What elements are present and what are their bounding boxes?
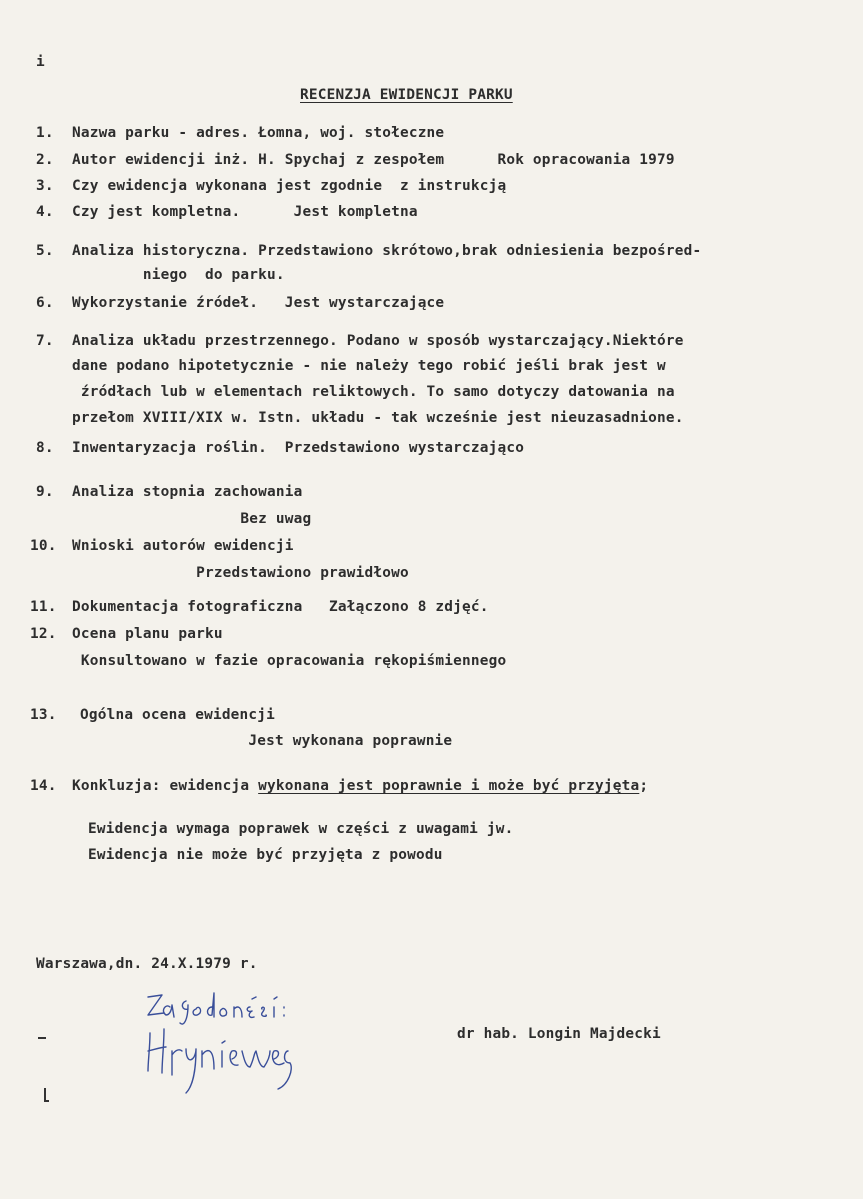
- document-title: RECENZJA EWIDENCJI PARKU: [300, 87, 513, 103]
- item-text: niego do parku.: [72, 267, 285, 283]
- item-number: 1.: [36, 125, 54, 141]
- item-text: Ogólna ocena ewidencji: [80, 707, 276, 723]
- item-text: Konsultowano w fazie opracowania rękopiśmiennego: [72, 653, 507, 669]
- item-number: 5.: [36, 243, 54, 259]
- item-text: Dokumentacja fotograficzna Załączono 8 zdjęć.: [72, 599, 489, 615]
- item-number: 10.: [30, 538, 57, 554]
- item-text: Inwentaryzacja roślin. Przedstawiono wystarczająco: [72, 440, 525, 456]
- conclusion-accepted: wykonana jest poprawnie i może być przyjęta: [258, 778, 640, 794]
- item-number: 6.: [36, 295, 54, 311]
- item-text: Analiza układu przestrzennego. Podano w sposób wystarczający.Niektóre: [72, 333, 684, 349]
- conclusion-suffix: ;: [639, 778, 649, 794]
- item-text: Wnioski autorów ewidencji: [72, 538, 294, 554]
- item-text: Bez uwag: [72, 511, 312, 527]
- page-marker: i: [36, 54, 45, 70]
- item-text: Ocena planu parku: [72, 626, 223, 642]
- place-date: Warszawa,dn. 24.X.1979 r.: [36, 956, 258, 972]
- item-number: 14.: [30, 778, 57, 794]
- item-text: Analiza stopnia zachowania: [72, 484, 303, 500]
- item-number: 8.: [36, 440, 54, 456]
- conclusion-prefix: Konkluzja: ewidencja: [72, 778, 259, 794]
- item-number: 7.: [36, 333, 54, 349]
- item-text: źródłach lub w elementach reliktowych. To samo dotyczy datowania na: [72, 384, 675, 400]
- item-text: Przedstawiono prawidłowo: [72, 565, 409, 581]
- conclusion-option: Ewidencja nie może być przyjęta z powodu: [88, 847, 443, 863]
- item-text: Nazwa parku - adres. Łomna, woj. stołeczne: [72, 125, 445, 141]
- item-number: 11.: [30, 599, 57, 615]
- conclusion-option: Ewidencja wymaga poprawek w części z uwagami jw.: [88, 821, 514, 837]
- item-text: Czy jest kompletna. Jest kompletna: [72, 204, 418, 220]
- item-number: 3.: [36, 178, 54, 194]
- item-text: Czy ewidencja wykonana jest zgodnie z instrukcją: [72, 178, 507, 194]
- signatory-name: dr hab. Longin Majdecki: [457, 1026, 661, 1042]
- item-text: dane podano hipotetycznie - nie należy tego robić jeśli brak jest w: [72, 358, 666, 374]
- margin-mark: [44, 1100, 49, 1102]
- item-text: Analiza historyczna. Przedstawiono skrótowo,brak odniesienia bezpośred-: [72, 243, 702, 259]
- item-number: 4.: [36, 204, 54, 220]
- margin-mark: [38, 1037, 46, 1039]
- item-text: przełom XVIII/XIX w. Istn. układu - tak wcześnie jest nieuzasadnione.: [72, 410, 684, 426]
- conclusion-line: [72, 777, 648, 795]
- handwritten-signature: [138, 985, 313, 1100]
- item-text: Autor ewidencji inż. H. Spychaj z zespołem Rok opracowania 1979: [72, 152, 675, 168]
- item-number: 9.: [36, 484, 54, 500]
- item-number: 13.: [30, 707, 57, 723]
- item-text: Jest wykonana poprawnie: [80, 733, 453, 749]
- item-number: 2.: [36, 152, 54, 168]
- item-number: 12.: [30, 626, 57, 642]
- item-text: Wykorzystanie źródeł. Jest wystarczające: [72, 295, 445, 311]
